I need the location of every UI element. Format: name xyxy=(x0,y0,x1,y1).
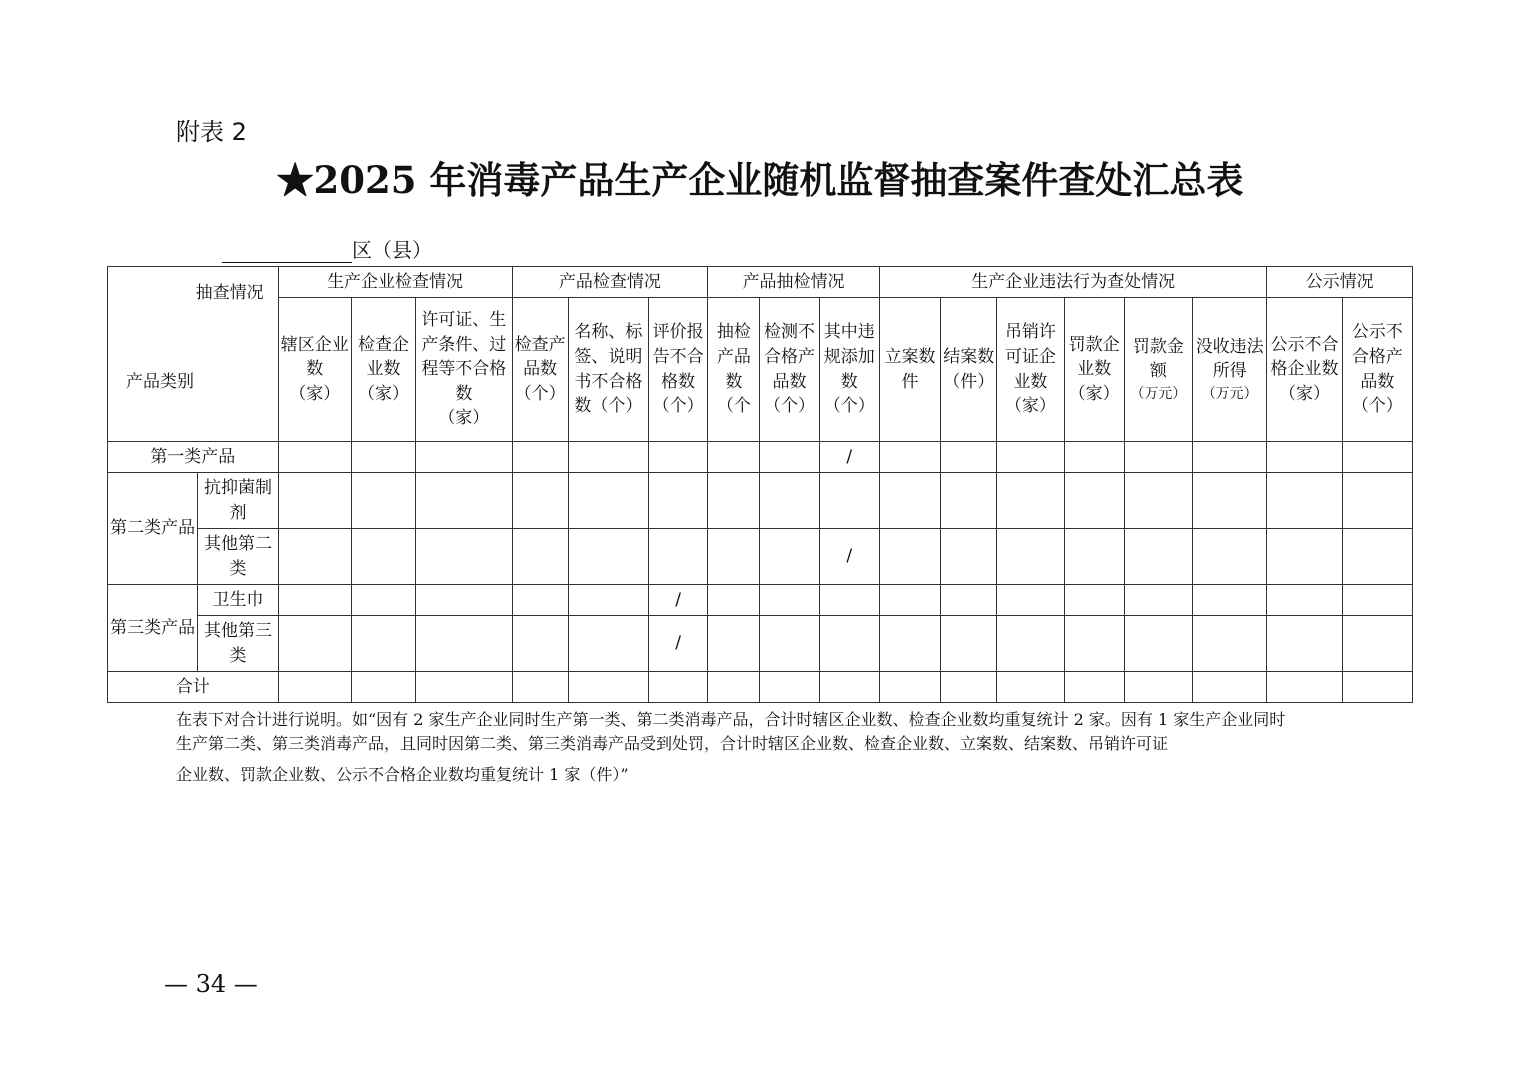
column-header xyxy=(278,298,351,442)
column-header-text: 罚款金额 xyxy=(1132,336,1184,382)
slash-mark: / xyxy=(649,616,708,672)
column-header-unit: （家） xyxy=(438,408,490,429)
note-line: 企业数、罚款企业数、公示不合格企业数均重复统计 1 家（件）” xyxy=(176,765,629,784)
row-label: 第一类产品 xyxy=(108,442,279,473)
column-header-unit: （家） xyxy=(1004,396,1056,417)
column-header-text: 公示不合格企业数 xyxy=(1270,334,1339,380)
column-header xyxy=(879,298,940,442)
column-header xyxy=(760,298,819,442)
slash-mark: / xyxy=(649,585,708,616)
column-header xyxy=(708,298,760,442)
column-header-unit: （个） xyxy=(823,396,875,417)
district-suffix: 区（县） xyxy=(352,238,432,262)
column-header-text: 检测不合格产品数 xyxy=(764,322,816,392)
district-line xyxy=(222,234,432,263)
column-header-unit: （家） xyxy=(358,383,409,404)
column-header-text: 其中违规添加数 xyxy=(823,322,875,392)
row-label: 其他第二类 xyxy=(198,529,278,585)
column-header-text: 罚款企业数 xyxy=(1068,334,1120,380)
column-header xyxy=(819,298,879,442)
row-label: 合计 xyxy=(108,672,279,703)
column-header xyxy=(568,298,648,442)
note-line: 生产第二类、第三类消毒产品，且同时因第二类、第三类消毒产品受到处罚，合计时辖区企业数、检查企业数、立案数、结案数、吊销许可证 xyxy=(176,734,1169,753)
column-header-text: 检查产品数 xyxy=(514,334,566,380)
group-header: 公示情况 xyxy=(1267,267,1413,298)
column-header-unit: （个） xyxy=(514,383,566,404)
column-header-unit: （个 xyxy=(716,396,751,417)
column-header xyxy=(1124,298,1192,442)
column-header xyxy=(1193,298,1267,442)
column-header-text: 公示不合格产品数 xyxy=(1351,322,1403,392)
summary-table xyxy=(107,266,1413,703)
column-header-text: 吊销许可证企业数 xyxy=(1004,322,1056,392)
column-header-unit: （个） xyxy=(1351,396,1403,417)
column-header xyxy=(649,298,708,442)
column-header-unit: （万元） xyxy=(1130,385,1187,402)
corner-bottom-label: 产品类别 xyxy=(126,372,194,393)
column-header-unit: （家） xyxy=(1278,383,1330,404)
column-header-text: 结案数 xyxy=(943,346,995,367)
column-header xyxy=(997,298,1064,442)
column-header-unit: （个） xyxy=(652,396,704,417)
column-header xyxy=(941,298,997,442)
column-header-text: 检查企业数 xyxy=(358,334,409,380)
column-header-text: 立案数件 xyxy=(884,346,936,392)
column-header xyxy=(1267,298,1342,442)
group-header: 生产企业违法行为查处情况 xyxy=(879,267,1266,298)
row-group-label: 第二类产品 xyxy=(108,473,198,585)
column-header xyxy=(416,298,512,442)
column-header-unit: （家） xyxy=(289,383,341,404)
corner-top-label: 抽查情况 xyxy=(195,283,264,303)
column-header xyxy=(1342,298,1412,442)
column-header-unit: （家） xyxy=(1068,383,1120,404)
attachment-label: 附表 2 xyxy=(176,118,247,146)
column-header-text: 评价报告不合格数 xyxy=(652,322,704,392)
group-header: 产品抽检情况 xyxy=(708,267,880,298)
group-header: 生产企业检查情况 xyxy=(278,267,512,298)
column-header-unit: （万元） xyxy=(1201,385,1258,402)
row-label: 其他第三类 xyxy=(198,616,278,672)
column-header-text: 抽检产品数 xyxy=(716,322,751,392)
note-line: 在表下对合计进行说明。如“因有 2 家生产企业同时生产第一类、第二类消毒产品，合计时辖区企业数、检查企业数均重复统计 2 家。因有 1 家生产企业同时 xyxy=(176,710,1286,729)
column-header-text: 许可证、生产条件、过程等不合格数 xyxy=(421,309,507,404)
column-header-unit: （件） xyxy=(943,371,995,392)
column-header xyxy=(351,298,415,442)
column-header-text: 没收违法所得 xyxy=(1195,336,1264,382)
column-header xyxy=(512,298,568,442)
column-header xyxy=(1064,298,1124,442)
column-header-text: 辖区企业数 xyxy=(280,334,349,380)
slash-mark: / xyxy=(819,442,879,473)
column-header-unit: （个） xyxy=(764,396,816,417)
row-group-label: 第三类产品 xyxy=(108,585,198,672)
header-corner xyxy=(108,267,279,442)
notes xyxy=(176,708,1376,790)
district-blank xyxy=(222,240,352,263)
row-label: 卫生巾 xyxy=(198,585,278,616)
page-number: — 34 — xyxy=(164,970,258,998)
group-header: 产品检查情况 xyxy=(512,267,708,298)
slash-mark: / xyxy=(819,529,879,585)
column-header-text: 名称、标签、说明书不合格数（个） xyxy=(574,322,643,417)
row-label: 抗抑菌制剂 xyxy=(198,473,278,529)
page-title: ★2025 年消毒产品生产企业随机监督抽查案件查处汇总表 xyxy=(276,158,1244,202)
